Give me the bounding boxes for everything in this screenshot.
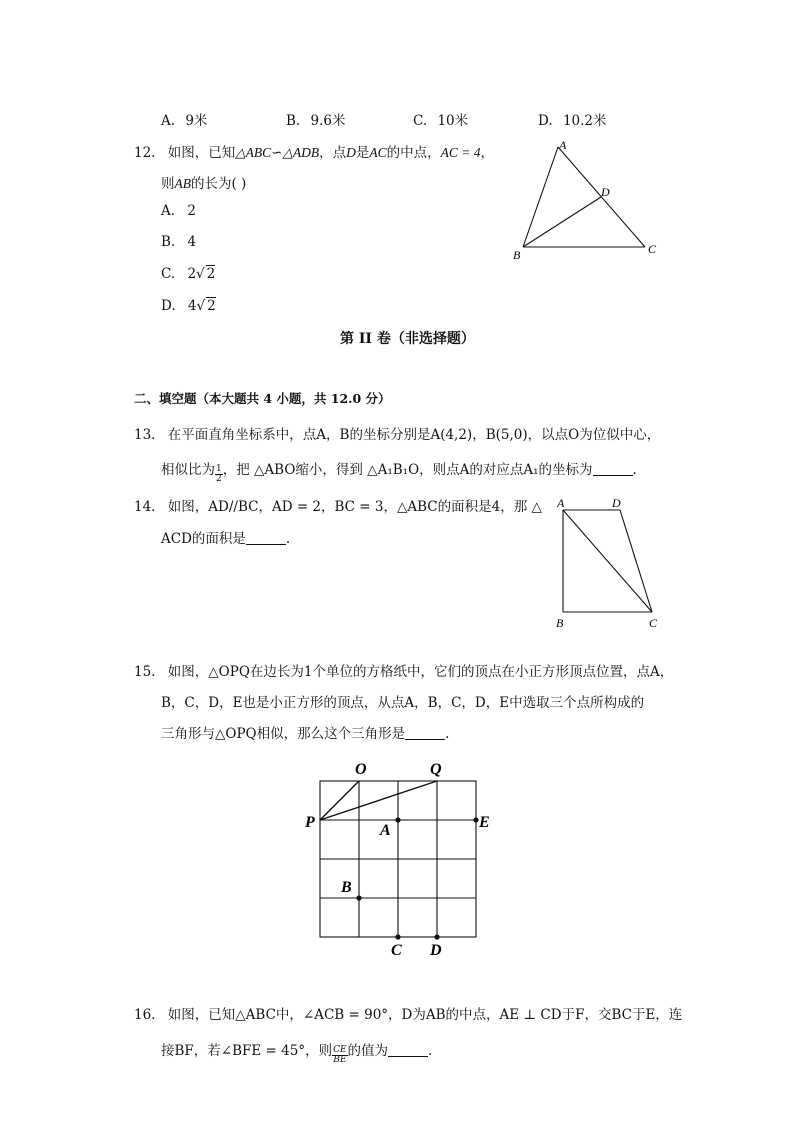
question-number: 14. [134,499,156,515]
q11-option-b [286,109,346,129]
q16-text: . [428,1043,433,1059]
segment-pq [320,781,437,820]
label-a: A [557,496,565,510]
numerator: CE [333,1045,347,1055]
option-coef: 2 [187,266,197,282]
q13-text: ，把 △ABO缩小，得到 △A₁B₁O，则点A的对应点A₁的坐标为 [222,462,593,478]
segment-bd [523,197,601,247]
option-text: 10米 [437,113,469,129]
label-b: B [341,879,352,896]
point-c [395,934,400,939]
label-p: P [305,814,315,831]
similar-symbol: ∽ [271,145,283,161]
q16-line2 [161,1039,432,1065]
denominator: 2 [216,474,222,484]
option-text: 9米 [185,113,208,129]
q15-line2 [161,691,644,711]
label-a: A [559,138,567,152]
option-key: D. [161,298,176,314]
q12-text: 的长为( ) [191,176,247,192]
q15-text: . [445,726,450,742]
label-e: E [479,814,490,831]
q16-text: 如图，已知△ABC中，∠ACB = 90°，D为AB的中点，AE ⊥ CD于F，交BC于E，连 [167,1007,683,1023]
diagonal-ac [563,510,652,612]
radicand: 2 [207,298,216,314]
point-e [473,817,478,822]
option-key: B. [161,234,176,250]
option-text: 9.6米 [310,113,346,129]
answer-blank[interactable] [405,738,445,740]
question-number: 13. [134,427,156,443]
q12-line2 [161,172,246,192]
option-key: B. [286,113,301,129]
q12-text: 则 [161,176,175,192]
q15-text: 如图，△OPQ在边长为1个单位的方格纸中，它们的顶点在小正方形顶点位置，点A， [167,664,674,680]
option-key: C. [161,266,176,282]
option-text: 2 [187,203,196,219]
fraction-ce-be [332,1046,347,1065]
q13-text: . [632,462,637,478]
side-ab [523,147,558,247]
side-dc [620,510,652,612]
label-a: A [380,822,391,839]
radicand: 2 [206,266,216,282]
q13-text: 在平面直角坐标系中，点A，B的坐标分别是A(4,2)，B(5,0)，以点O为位似中心， [167,427,661,443]
q12-text: ， [480,145,494,161]
label-b: B [513,248,521,262]
triangle-abc: △ABC [235,145,272,160]
label-d: D [430,942,442,959]
q11-option-a [161,109,207,129]
label-c: C [391,942,402,959]
q12-text: ，点 [319,145,347,161]
q15-text: 三角形与△OPQ相似，那么这个三角形是 [161,726,406,742]
q14-text: . [285,531,291,547]
q14-text: 如图，AD//BC，AD = 2，BC = 3，△ABC的面积是4，那 △ [167,499,542,515]
q12-text: 如图，已知 [167,145,236,161]
q14-line2 [161,527,290,547]
numerator: 1 [216,464,222,474]
segment-ac: AC [369,145,387,160]
equation: AC = 4 [440,145,481,160]
q14-line1 [134,495,542,515]
segment-ab: AB [174,176,191,191]
question-number: 15. [134,664,156,680]
option-key: D. [538,113,553,129]
q13-text: 相似比为 [161,462,215,478]
q15-line1 [134,660,673,680]
point-d [434,934,439,939]
point-a [395,817,400,822]
q12-option-d: D. 4√ 2 [161,298,216,314]
q12-option-c: C. 2√ 2 [161,266,216,282]
option-text: 4 [187,234,197,250]
option-key: C. [413,113,428,129]
question-number: 16. [134,1007,156,1023]
grid-lines [320,781,476,937]
q12-text: 的中点， [386,145,441,161]
option-text: 10.2米 [562,113,607,129]
denominator: BE [333,1055,347,1065]
q15-grid-figure [300,756,500,962]
label-c: C [648,242,657,256]
answer-blank[interactable] [593,474,633,476]
point-d: D [346,145,356,160]
q14-trapezoid-figure [548,494,666,634]
q12-text: 是 [355,145,370,161]
option-coef: 4 [187,298,197,314]
q11-option-d [538,109,607,129]
q13-line1 [134,423,660,443]
label-o: O [355,761,367,778]
q12-option-a [161,203,196,219]
label-q: Q [430,761,442,778]
fraction-one-half [215,465,223,484]
q12-line1 [134,141,494,161]
q16-text: 的值为 [347,1043,389,1059]
section-title: 第 II 卷（非选择题） [340,331,475,347]
q14-text: ACD的面积是 [161,531,246,547]
label-d: D [612,496,621,510]
q11-option-c [413,109,468,129]
triangle-adb: △ADB [282,145,320,160]
q15-line3 [161,722,449,742]
answer-blank[interactable] [388,1055,428,1057]
q16-text: 接BF，若∠BFE = 45°，则 [161,1043,333,1059]
option-key: A. [161,113,176,129]
label-c: C [649,616,658,630]
q16-line1 [134,1003,682,1023]
option-key: A. [161,203,176,219]
q13-line2 [161,458,637,484]
point-b [356,895,361,900]
label-d: D [601,185,610,199]
q12-triangle-figure [505,135,670,265]
q12-option-b [161,234,196,250]
answer-blank[interactable] [246,543,286,545]
part2-heading: 二、填空题（本大题共 4 小题，共 12.0 分） [134,391,391,406]
question-number: 12. [134,145,156,161]
label-b: B [556,616,564,630]
q15-text: B，C，D，E也是小正方形的顶点，从点A，B，C，D，E中选取三个点所构成的 [161,695,645,711]
